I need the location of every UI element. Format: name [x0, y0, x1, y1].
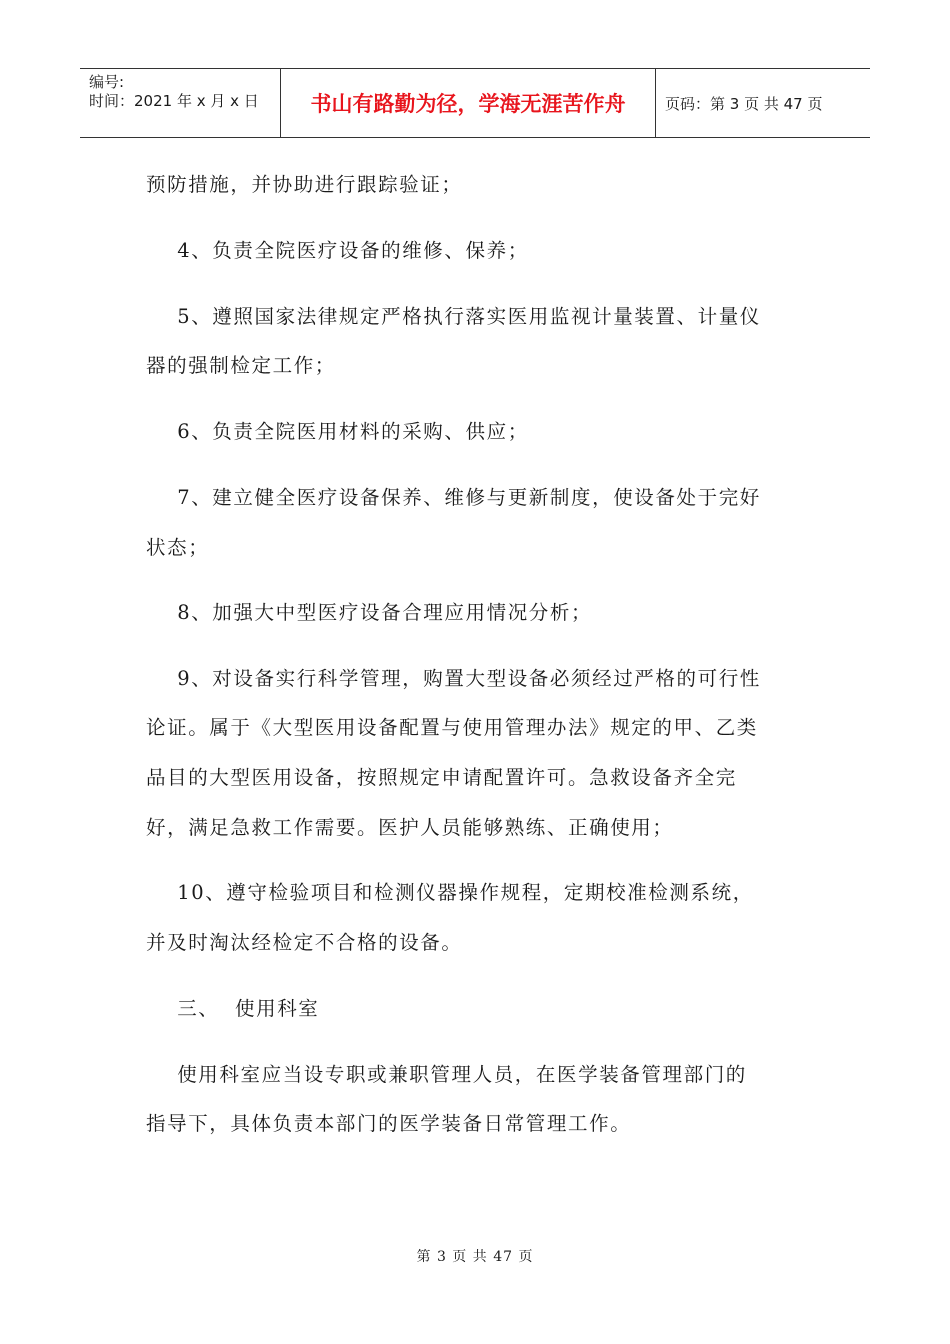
header-motto: 书山有路勤为径，学海无涯苦作舟 [281, 69, 656, 137]
body-line: 5、遵照国家法律规定严格执行落实医用监视计量装置、计量仪 [146, 305, 761, 328]
section-heading: 三、 使用科室 [146, 997, 320, 1020]
body-line: 并及时淘汰经检定不合格的设备。 [146, 931, 463, 954]
page-header [80, 68, 870, 138]
body-line: 10、遵守检验项目和检测仪器操作规程，定期校准检测系统， [146, 881, 754, 904]
body-line: 论证。属于《大型医用设备配置与使用管理办法》规定的甲、乙类 [146, 716, 758, 739]
body-line: 预防措施，并协助进行跟踪验证； [146, 173, 463, 196]
body-line: 状态； [146, 536, 210, 559]
number-label: 编号: [89, 73, 125, 91]
body-line: 8、加强大中型医疗设备合理应用情况分析； [146, 601, 593, 624]
date-label: 时间：2021 年 x 月 x 日 [89, 92, 259, 110]
body-line: 9、对设备实行科学管理，购置大型设备必须经过严格的可行性 [146, 667, 761, 690]
header-meta [80, 69, 281, 137]
body-line: 品目的大型医用设备，按照规定申请配置许可。急救设备齐全完 [146, 766, 737, 789]
body-line: 指导下，具体负责本部门的医学装备日常管理工作。 [146, 1112, 632, 1135]
body-line: 7、建立健全医疗设备保养、维修与更新制度，使设备处于完好 [146, 486, 761, 509]
body-line: 6、负责全院医用材料的采购、供应； [146, 420, 529, 443]
page-footer: 第 3 页 共 47 页 [416, 1249, 534, 1265]
body-line: 好，满足急救工作需要。医护人员能够熟练、正确使用； [146, 816, 674, 839]
header-page-info: 页码：第 3 页 共 47 页 [665, 94, 823, 113]
body-line: 使用科室应当设专职或兼职管理人员，在医学装备管理部门的 [146, 1063, 747, 1086]
body-line: 器的强制检定工作； [146, 354, 336, 377]
body-line: 4、负责全院医疗设备的维修、保养； [146, 239, 529, 262]
